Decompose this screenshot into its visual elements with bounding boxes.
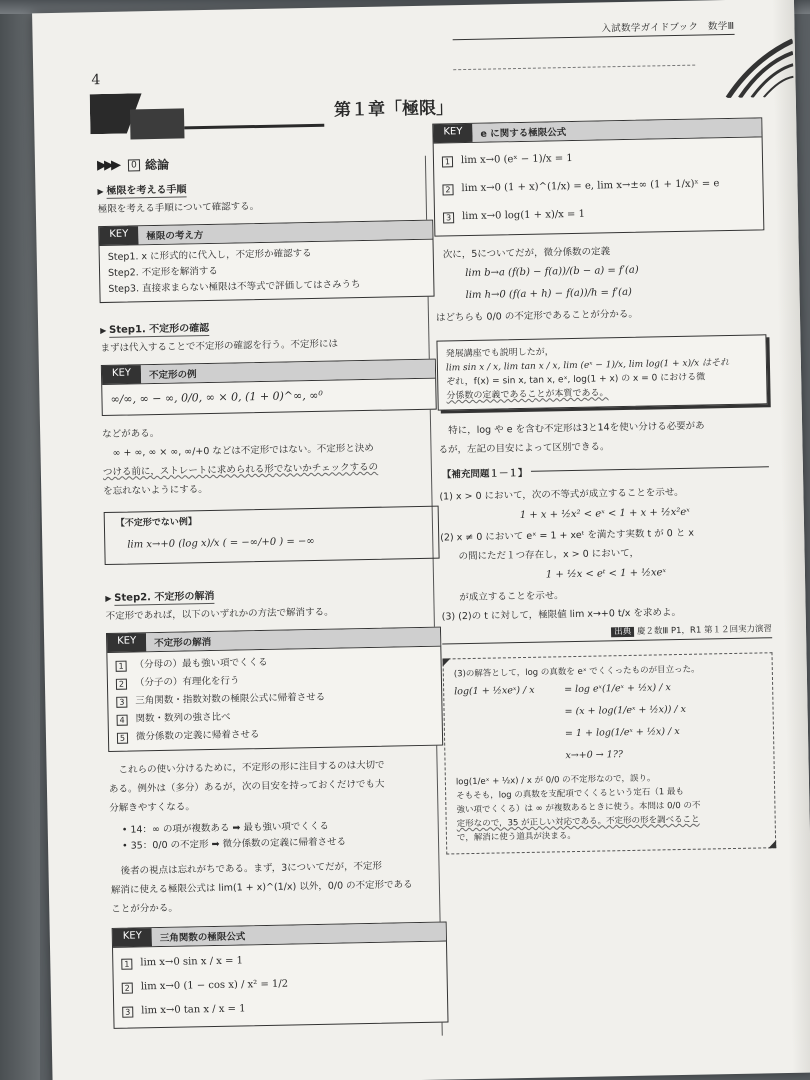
- paragraph: ことが分かる。: [111, 902, 178, 915]
- key-tag: KEY: [433, 124, 472, 143]
- key-item: 1 lim x→0 (eˣ − 1)/x = 1: [442, 141, 754, 175]
- paragraph: 不定形であれば，以下のいずれかの方法で解消する。: [105, 606, 334, 623]
- bullet-item: • 35：0/0 の不定形 ➡ 微分係数の定義に帰着させる: [121, 836, 347, 852]
- hint-line: で，解消に使う道具が決まる。: [456, 831, 576, 844]
- paragraph: 分解きやすくなる。: [109, 801, 195, 814]
- key-item: 3 lim x→0 tan x / x = 1: [122, 994, 439, 1024]
- problem-line: が成立することを示せ。: [459, 590, 564, 604]
- example-box: [104, 506, 440, 565]
- paragraph: 後者の視点は忘れがちである。まず，3についてだが，不定形: [120, 860, 383, 877]
- problem-line: (1) x > 0 において，次の不等式が成立することを示せ。: [439, 486, 684, 503]
- book-title: 入試数学ガイドブック 数学Ⅲ: [601, 20, 735, 35]
- problem-line: (3) (2)の t に対して，極限値 lim x→+0 t/x を求めよ。: [441, 606, 682, 623]
- paragraph: はどちらも 0/0 の不定形であることが分かる。: [435, 308, 638, 324]
- key-expression: ∞/∞, ∞ − ∞, 0/0, ∞ × 0, (1 + 0)^∞, ∞⁰: [110, 388, 323, 406]
- key-title: 不定形の解消: [146, 628, 440, 652]
- section-title: 総論: [144, 157, 170, 173]
- note-box: [436, 334, 767, 410]
- equation: lim h→0 (f(a + h) − f(a))/h = f′(a): [465, 286, 633, 302]
- paragraph: 解消に使える極限公式は lim(1 + x)^(1/x) 以外，0/0 の不定形である: [110, 879, 413, 896]
- section-number: 0: [128, 159, 140, 171]
- paragraph: を忘れないようにする。: [103, 484, 208, 498]
- key-tag: KEY: [102, 365, 141, 384]
- problem-heading: 【補充問題１－１】: [439, 466, 769, 487]
- paragraph: ∞ + ∞, ∞ × ∞, ∞/+0 などは不定形ではない。不定形と決め: [112, 442, 374, 459]
- key-item: 2 lim x→0 (1 − cos x) / x² = 1/2: [122, 970, 439, 1000]
- key-tag: KEY: [113, 928, 152, 947]
- subheading-step1: ▶ Step1. 不定形の確認: [100, 315, 435, 338]
- key-item: Step2. 不定形を解消する: [107, 265, 218, 279]
- key-item: 1 （分母の）最も強い項でくくる: [115, 651, 432, 675]
- hint-box: [443, 652, 777, 854]
- hint-equation: = 1 + log(1/eˣ + ½x) / x: [564, 726, 680, 740]
- key-tag: KEY: [107, 633, 146, 652]
- key-item: Step1. x に形式的に代入し，不定形か確認する: [107, 247, 312, 263]
- key-title: e に関する極限公式: [472, 118, 761, 142]
- hint-line: 定形なので，35 が正しい対応である。不定形の形を調べること: [456, 814, 700, 830]
- hint-line: log(1/eˣ + ½x) / x が 0/0 の不定形なので，誤り。: [455, 773, 656, 788]
- hint-line: 強い項でくくる）は ∞ が複数あるときに使う。本問は 0/0 の不: [456, 800, 701, 816]
- hint-equation: x→+0 → 1??: [565, 749, 624, 762]
- hint-lead: (3)の解答として，log の真数を eˣ でくくったものが目立った。: [453, 664, 700, 680]
- page-number: 4: [91, 72, 101, 89]
- paragraph: これらの使い分けるために，不定形の形に注目するのは大切で: [118, 759, 385, 776]
- paragraph: 極限を考える手順について確認する。: [97, 200, 260, 216]
- key-item: 2 lim x→0 (1 + x)^(1/x) = e, lim x→±∞ (1 + 1/x)ˣ = e: [442, 169, 754, 203]
- note-line: 分係数の定義であることが本質である。: [446, 388, 609, 402]
- corner-decoration-2: [130, 108, 185, 139]
- note-line: ぞれ，f(x) = sin x, tan x, eˣ, log(1 + x) の x = 0 における微: [446, 372, 706, 388]
- example-label: 【不定形でない例】: [113, 514, 200, 529]
- key-box-resolution: [106, 627, 443, 752]
- paragraph: つける前に，ストレートに求められる形でないかチェックするの: [102, 461, 379, 479]
- corner-rule: [184, 124, 324, 130]
- left-column: [97, 151, 449, 1029]
- subheading-step2: ▶ Step2. 不定形の解消: [105, 583, 440, 606]
- hint-line: そもそも，log の真数を支配項でくくるという定石（1 最も: [456, 786, 685, 802]
- note-line: 発展講座でも説明したが，: [445, 347, 554, 360]
- paragraph: 次に，5についてだが，微分係数の定義: [442, 246, 611, 261]
- key-item: 1 lim x→0 sin x / x = 1: [121, 946, 438, 976]
- key-item: 2 （分子の）有理化を行う: [116, 669, 433, 693]
- key-item: 5 微分係数の定義に帰着させる: [117, 723, 434, 747]
- bullet-item: • 14：∞ の項が複数ある ➡ 最も強い項でくくる: [121, 820, 329, 836]
- document-page: [32, 0, 810, 1080]
- key-item: Step3. 直接求まらない極限は不等式で評価してはさみうち: [108, 279, 361, 295]
- problem-equation: 1 + x + ½x² < eˣ < 1 + x + ½x²eˣ: [519, 506, 690, 522]
- key-item: 3 lim x→0 log(1 + x)/x = 1: [443, 197, 755, 231]
- key-item: 4 関数・数列の強さ比べ: [116, 705, 433, 729]
- triple-arrow-icon: ▶▶▶: [96, 157, 119, 174]
- decoration-stripes-icon: [723, 39, 794, 98]
- header-rule: [453, 34, 735, 40]
- key-tag: KEY: [99, 226, 138, 245]
- hint-equation: = (x + log(1/eˣ + ½x)) / x: [564, 703, 687, 718]
- problem-line: (2) x ≠ 0 において eˣ = 1 + xeᵗ を満たす実数 t が 0 と x: [440, 527, 695, 544]
- subheading-procedure: ▶ 極限を考える手順: [97, 176, 432, 199]
- key-box-indeterminate-forms: [101, 359, 437, 416]
- paragraph: 特に，log や e を含む不定形は3と14を使い分ける必要があ: [448, 420, 705, 437]
- note-line: lim sin x / x, lim tan x / x, lim (eˣ − 1)/x, lim log(1 + x)/x はそれ: [445, 357, 730, 374]
- key-box-approach: [98, 220, 434, 303]
- problem-line: の間にただ１つ存在し，x > 0 において，: [458, 547, 640, 563]
- chapter-title: 第１章「極限」: [333, 98, 454, 121]
- equation: lim b→a (f(b) − f(a))/(b − a) = f′(a): [465, 264, 639, 280]
- key-title: 不定形の例: [141, 360, 435, 384]
- paragraph: るが，左記の目安によって区別できる。: [438, 441, 610, 456]
- section-heading: [97, 151, 432, 174]
- right-column: [432, 117, 776, 854]
- header-dashed-rule: [453, 65, 695, 71]
- problem-source: 出典 慶２数Ⅲ P1，R1 第１２回実力演習: [442, 622, 772, 640]
- key-title: 三角関数の極限公式: [152, 923, 446, 947]
- hint-equation: log(1 + ½xeˣ) / x: [454, 684, 535, 698]
- key-item: 3 三角関数・指数対数の極限公式に帰着させる: [116, 687, 433, 711]
- paragraph: などがある。: [102, 427, 160, 441]
- problem-equation: 1 + ½x < eᵗ < 1 + ½xeˣ: [545, 567, 667, 581]
- key-title: 極限の考え方: [138, 221, 432, 245]
- paragraph: まずは代入することで不定形の確認を行う。不定形には: [100, 338, 339, 355]
- paragraph: ある。例外は（多分）あるが，次の目安を持っておくだけでも大: [108, 778, 385, 795]
- key-box-trig-limits: [112, 922, 449, 1029]
- page-shading: [772, 0, 810, 1073]
- example-expression: lim x→+0 (log x)/x ( = −∞/+0 ) = −∞: [127, 535, 315, 551]
- key-box-e-limits: [432, 117, 764, 236]
- hint-equation: = log eˣ(1/eˣ + ½x) / x: [564, 682, 671, 696]
